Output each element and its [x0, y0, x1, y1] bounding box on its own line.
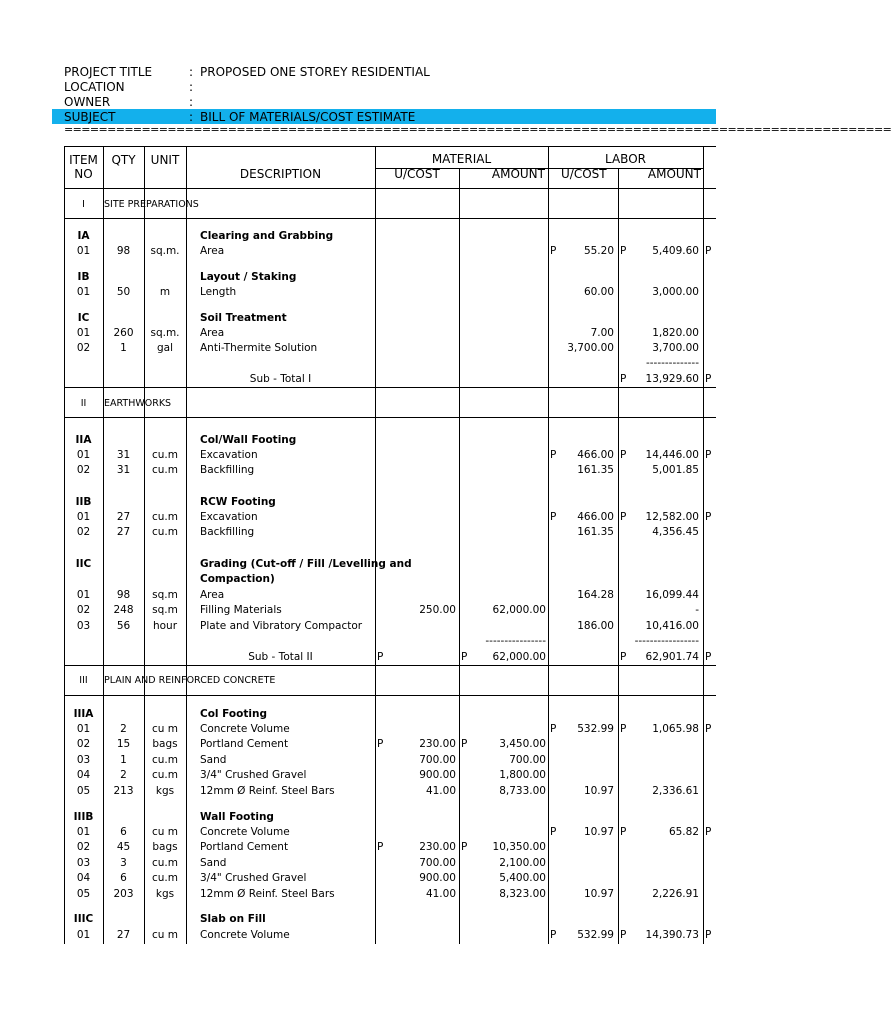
colon: :: [189, 65, 194, 79]
cell-desc: 12mm Ø Reinf. Steel Bars: [200, 888, 335, 900]
cell-qty: 31: [116, 464, 131, 476]
cell-lu: 7.00: [590, 327, 614, 339]
row-line: [64, 387, 716, 388]
colon: :: [189, 110, 194, 124]
cell-lap: P: [620, 511, 627, 523]
cell-lu: 55.20: [583, 245, 614, 257]
subject-value: BILL OF MATERIALS/COST ESTIMATE: [200, 110, 416, 124]
cell-desc: Slab on Fill: [200, 913, 266, 925]
cell-ep: P: [705, 449, 712, 461]
cell-ma: 8,323.00: [499, 888, 546, 900]
cell-la: 14,446.00: [645, 449, 699, 461]
cell-mp: P: [377, 738, 384, 750]
cell-item: 01: [76, 327, 91, 339]
cell-ma: 62,000.00: [492, 604, 546, 616]
cell-desc: 12mm Ø Reinf. Steel Bars: [200, 785, 335, 797]
cell-unit: kgs: [155, 888, 175, 900]
cell-unit: cu m: [152, 826, 178, 838]
cell-desc: Col Footing: [200, 708, 267, 720]
cell-la: 13,929.60: [645, 373, 699, 385]
col-header-qty: QTY: [111, 153, 136, 167]
cell-la: 1,820.00: [652, 327, 699, 339]
cell-item: 02: [76, 604, 91, 616]
col-header-material-ucost: U/COST: [394, 167, 440, 181]
cell-unit: sq.m: [152, 604, 178, 616]
cell-item: IIA: [75, 434, 92, 446]
cell-desc: Wall Footing: [200, 811, 274, 823]
cell-qty: 213: [113, 785, 134, 797]
cell-lu: 532.99: [577, 929, 614, 941]
cell-la: 2,336.61: [652, 785, 699, 797]
cell-item: 01: [76, 723, 91, 735]
cell-sub: Sub - Total II: [248, 651, 313, 663]
cell-la: 3,000.00: [652, 286, 699, 298]
col-line: [186, 146, 187, 944]
cell-unit: cu.m: [152, 769, 178, 781]
col-header-material-amount: AMOUNT: [491, 167, 545, 181]
cell-mu: 230.00: [419, 738, 456, 750]
cell-la: 4,356.45: [652, 526, 699, 538]
cell-ep: P: [705, 929, 712, 941]
cell-lp: P: [550, 511, 557, 523]
cell-desc: Col/Wall Footing: [200, 434, 297, 446]
cell-ma: 8,733.00: [499, 785, 546, 797]
cell-ep: P: [705, 245, 712, 257]
cell-map: P: [461, 841, 468, 853]
cell-desc: Backfilling: [200, 464, 255, 476]
cell-item: 03: [76, 620, 91, 632]
cell-qty: 1: [120, 342, 127, 354]
cell-ma: 2,100.00: [499, 857, 546, 869]
cell-mu: 900.00: [419, 769, 456, 781]
cell-qty: 203: [113, 888, 134, 900]
cell-ep: P: [705, 723, 712, 735]
cell-item: III: [79, 675, 88, 686]
cell-lap: P: [620, 929, 627, 941]
cell-lu: 10.97: [583, 785, 614, 797]
cell-item: 01: [76, 286, 91, 298]
cell-lp: P: [550, 449, 557, 461]
cell-unit: cu.m: [152, 754, 178, 766]
row-line: [64, 695, 716, 696]
cell-lu: 466.00: [577, 511, 614, 523]
cell-la: 3,700.00: [652, 342, 699, 354]
colon: :: [189, 95, 194, 109]
cell-la: 5,001.85: [652, 464, 699, 476]
cell-qty: 248: [113, 604, 134, 616]
cell-desc: 3/4" Crushed Gravel: [200, 872, 307, 884]
cell-item: 04: [76, 769, 91, 781]
cell-lap: P: [620, 449, 627, 461]
cell-item: 04: [76, 872, 91, 884]
cell-item: 01: [76, 511, 91, 523]
cell-item: I: [82, 199, 85, 210]
row-line: [64, 417, 716, 418]
cell-desc: Excavation: [200, 449, 258, 461]
col-line: [548, 146, 549, 944]
colon: :: [189, 80, 194, 94]
cell-ma: 3,450.00: [499, 738, 546, 750]
cell-desc: Area: [200, 327, 225, 339]
col-line: [144, 146, 145, 944]
cell-item: II: [80, 398, 87, 409]
col-header-material: MATERIAL: [431, 152, 492, 166]
col-header-unit: UNIT: [150, 153, 180, 167]
cell-lap: P: [620, 826, 627, 838]
cell-qty: 27: [116, 929, 131, 941]
cell-la: -: [695, 604, 699, 616]
cell-item: 02: [76, 342, 91, 354]
cell-item: 01: [76, 449, 91, 461]
cell-qty: 98: [116, 589, 131, 601]
cell-lu: 161.35: [577, 464, 614, 476]
cell-ma: 1,800.00: [499, 769, 546, 781]
project-title-value: PROPOSED ONE STOREY RESIDENTIAL: [200, 65, 430, 79]
cell-qty: 45: [116, 841, 131, 853]
cell-mu: 41.00: [425, 785, 456, 797]
cell-ma: 62,000.00: [492, 651, 546, 663]
cell-item: 01: [76, 929, 91, 941]
cell-desc: Concrete Volume: [200, 826, 290, 838]
col-header-labor-ucost: U/COST: [561, 167, 607, 181]
cell-lu: 60.00: [583, 286, 614, 298]
cell-desc: Portland Cement: [200, 738, 289, 750]
cell-lu: 10.97: [583, 826, 614, 838]
cell-unit: cu m: [152, 929, 178, 941]
cell-unit: cu.m: [152, 449, 178, 461]
cell-desc: Layout / Staking: [200, 271, 297, 283]
cell-ma: ----------------: [485, 635, 546, 647]
cell-item: IIB: [75, 496, 92, 508]
cell-item: IC: [77, 312, 90, 324]
cell-item: 03: [76, 754, 91, 766]
row-line: [64, 218, 716, 219]
cell-unit: gal: [156, 342, 174, 354]
cell-lu: 532.99: [577, 723, 614, 735]
cell-qty: 6: [120, 826, 127, 838]
cell-item: IIIB: [73, 811, 94, 823]
cell-desc: PLAIN AND REINFORCED CONCRETE: [104, 675, 276, 686]
cell-item: IB: [77, 271, 90, 283]
location-label: LOCATION: [64, 80, 125, 94]
cell-unit: cu.m: [152, 464, 178, 476]
cell-item: 03: [76, 857, 91, 869]
cell-lp: P: [550, 723, 557, 735]
cell-desc: SITE PREPARATIONS: [104, 199, 199, 210]
cell-la: 10,416.00: [645, 620, 699, 632]
col-line: [459, 168, 460, 944]
cell-la: 14,390.73: [645, 929, 699, 941]
cell-desc: EARTHWORKS: [104, 398, 172, 409]
col-header-description: DESCRIPTION: [239, 167, 322, 181]
cell-item: 05: [76, 785, 91, 797]
cell-desc: Sand: [200, 857, 227, 869]
col-line: [375, 146, 376, 944]
project-title-label: PROJECT TITLE: [64, 65, 153, 79]
cell-desc: Concrete Volume: [200, 723, 290, 735]
cell-map: P: [461, 651, 468, 663]
cell-item: IIC: [75, 558, 92, 570]
cell-ma: 5,400.00: [499, 872, 546, 884]
col-header-labor-amount: AMOUNT: [647, 167, 701, 181]
cell-unit: bags: [152, 841, 178, 853]
cell-desc: Concrete Volume: [200, 929, 290, 941]
cell-qty: 27: [116, 526, 131, 538]
cell-desc: Clearing and Grabbing: [200, 230, 334, 242]
cell-la: 65.82: [668, 826, 699, 838]
col-header-item-no: NO: [74, 167, 93, 181]
cell-lap: P: [620, 245, 627, 257]
cell-unit: hour: [152, 620, 178, 632]
cell-desc: Backfilling: [200, 526, 255, 538]
cell-unit: kgs: [155, 785, 175, 797]
cost-estimate-table: [64, 146, 716, 944]
cell-desc: Filling Materials: [200, 604, 282, 616]
cell-la: -----------------: [634, 635, 699, 647]
cell-unit: sq.m: [152, 589, 178, 601]
cell-item: IIIA: [73, 708, 94, 720]
cell-desc: Length: [200, 286, 237, 298]
cell-unit: m: [159, 286, 171, 298]
cell-lp: P: [550, 245, 557, 257]
cell-desc: Area: [200, 589, 225, 601]
cell-item: IIIC: [73, 913, 94, 925]
cell-la: 62,901.74: [645, 651, 699, 663]
cell-qty: 3: [120, 857, 127, 869]
cell-item: 01: [76, 245, 91, 257]
cell-lu: 466.00: [577, 449, 614, 461]
cell-lu: 161.35: [577, 526, 614, 538]
cell-ma: 10,350.00: [492, 841, 546, 853]
cell-item: IA: [77, 230, 90, 242]
cell-item: 01: [76, 826, 91, 838]
cell-lap: P: [620, 723, 627, 735]
cell-desc: Sand: [200, 754, 227, 766]
cell-mu: 900.00: [419, 872, 456, 884]
cell-qty: 2: [120, 723, 127, 735]
col-header-labor: LABOR: [605, 152, 646, 166]
cell-desc: Plate and Vibratory Compactor: [200, 620, 363, 632]
cell-qty: 31: [116, 449, 131, 461]
cell-item: 02: [76, 464, 91, 476]
col-header-item: ITEM: [69, 153, 98, 167]
cell-qty: 27: [116, 511, 131, 523]
row-line: [64, 665, 716, 666]
cell-qty: 98: [116, 245, 131, 257]
cell-unit: cu.m: [152, 526, 178, 538]
cell-item: 01: [76, 589, 91, 601]
cell-item: 02: [76, 526, 91, 538]
cell-unit: sq.m.: [150, 327, 180, 339]
cell-desc: Compaction): [200, 573, 275, 585]
cell-mp: P: [377, 841, 384, 853]
cell-qty: 260: [113, 327, 134, 339]
col-line: [64, 146, 65, 944]
cell-mu: 700.00: [419, 754, 456, 766]
cell-ma: 700.00: [509, 754, 546, 766]
cell-qty: 15: [116, 738, 131, 750]
cell-la: 2,226.91: [652, 888, 699, 900]
cell-la: 5,409.60: [652, 245, 699, 257]
cell-desc: Grading (Cut-off / Fill /Levelling and: [200, 558, 412, 570]
cell-qty: 6: [120, 872, 127, 884]
cell-ep: P: [705, 826, 712, 838]
cell-la: 1,065.98: [652, 723, 699, 735]
cell-la: 16,099.44: [645, 589, 699, 601]
col-line: [103, 146, 104, 944]
cell-lu: 186.00: [577, 620, 614, 632]
cell-lp: P: [550, 826, 557, 838]
cell-lu: 10.97: [583, 888, 614, 900]
cell-la: 12,582.00: [645, 511, 699, 523]
cell-desc: Area: [200, 245, 225, 257]
cell-unit: sq.m.: [150, 245, 180, 257]
cell-lap: P: [620, 651, 627, 663]
cell-item: 02: [76, 738, 91, 750]
cell-qty: 2: [120, 769, 127, 781]
cell-lap: P: [620, 373, 627, 385]
cell-desc: Excavation: [200, 511, 258, 523]
row-line: [64, 188, 716, 189]
separator-rule: ================================================================================================: [64, 123, 891, 136]
cell-unit: cu.m: [152, 857, 178, 869]
cell-la: --------------: [645, 357, 699, 369]
cell-lu: 3,700.00: [567, 342, 614, 354]
cell-desc: Portland Cement: [200, 841, 289, 853]
cell-desc: Anti-Thermite Solution: [200, 342, 318, 354]
cell-qty: 50: [116, 286, 131, 298]
owner-label: OWNER: [64, 95, 111, 109]
cell-desc: Soil Treatment: [200, 312, 287, 324]
cell-mu: 700.00: [419, 857, 456, 869]
cell-lp: P: [550, 929, 557, 941]
cell-qty: 1: [120, 754, 127, 766]
cell-mu: 250.00: [419, 604, 456, 616]
cell-ep: P: [705, 511, 712, 523]
cell-map: P: [461, 738, 468, 750]
cell-item: 05: [76, 888, 91, 900]
row-line: [64, 146, 716, 147]
cell-mp: P: [377, 651, 384, 663]
subject-label: SUBJECT: [64, 110, 116, 124]
cell-lu: 164.28: [577, 589, 614, 601]
cell-unit: cu.m: [152, 872, 178, 884]
cell-qty: 56: [116, 620, 131, 632]
cell-unit: bags: [152, 738, 178, 750]
cell-ep: P: [705, 651, 712, 663]
cell-sub: Sub - Total I: [249, 373, 312, 385]
cell-ep: P: [705, 373, 712, 385]
cell-mu: 41.00: [425, 888, 456, 900]
cell-unit: cu.m: [152, 511, 178, 523]
cell-desc: 3/4" Crushed Gravel: [200, 769, 307, 781]
col-line: [703, 146, 704, 944]
cell-mu: 230.00: [419, 841, 456, 853]
cell-desc: RCW Footing: [200, 496, 276, 508]
cell-unit: cu m: [152, 723, 178, 735]
cell-item: 02: [76, 841, 91, 853]
